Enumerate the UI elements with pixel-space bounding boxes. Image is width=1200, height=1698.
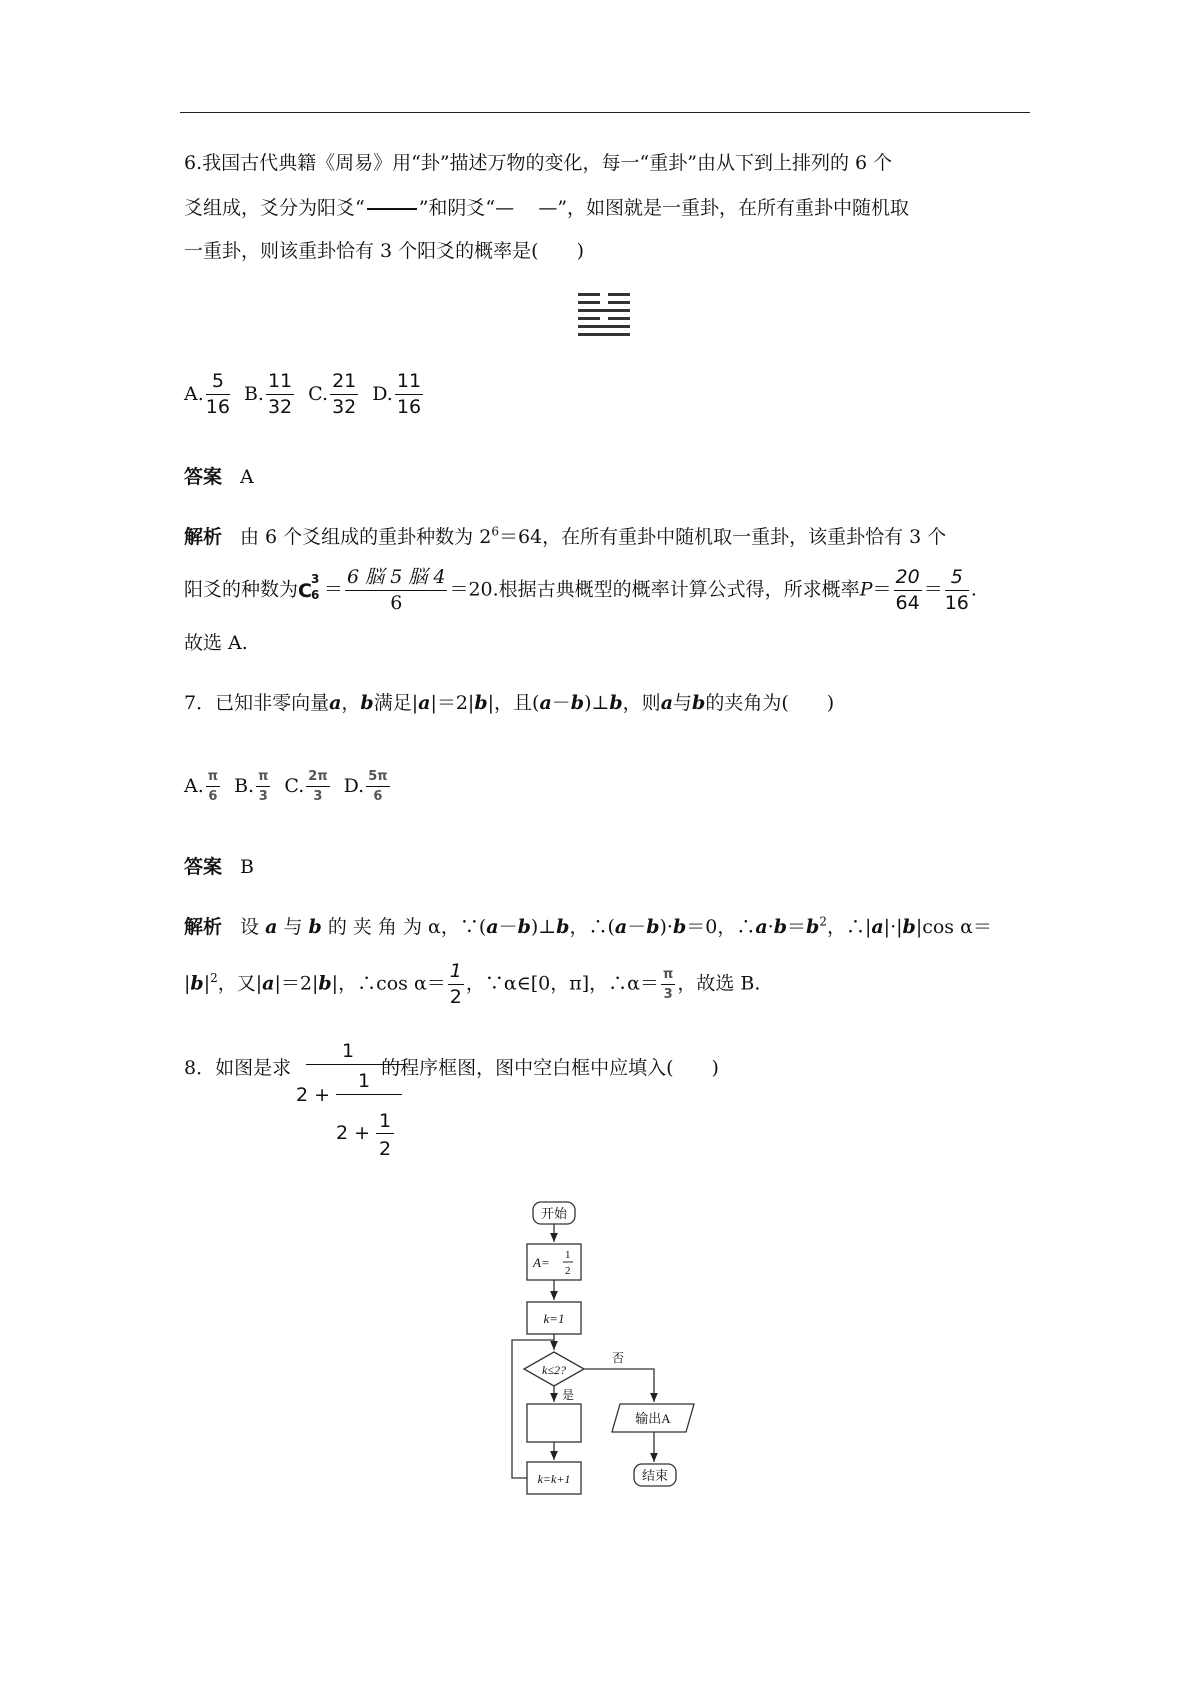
q6-line2b: ”和阴爻“—	[418, 197, 515, 219]
analysis-text: ，∴(	[569, 916, 615, 938]
analysis-text: 阳爻的种数为	[184, 578, 299, 601]
no-branch-line	[584, 1369, 654, 1402]
numerator: 1	[448, 962, 464, 985]
denominator: 2	[449, 986, 462, 1008]
denominator: 32	[332, 396, 357, 418]
analysis-text: 设	[240, 916, 260, 938]
k-inc-label: k=k+1	[537, 1472, 571, 1486]
vector-a: a	[418, 692, 431, 714]
exponent: 2	[210, 971, 218, 986]
numerator: 5π	[366, 770, 389, 787]
answer-value: A	[240, 466, 254, 488]
cf-term: 2 +	[296, 1084, 331, 1106]
numerator: π	[661, 968, 675, 985]
vector-b: b	[609, 692, 623, 714]
numerator: π	[256, 770, 270, 787]
denominator: 6	[373, 789, 383, 804]
comb-c: C	[298, 579, 312, 602]
denominator: 16	[205, 396, 230, 418]
vector-b: b	[190, 972, 204, 995]
cf-denominator: 2	[379, 1138, 392, 1160]
denominator: 6	[208, 789, 218, 804]
answer-value: B	[240, 856, 254, 878]
assign-num: 1	[565, 1249, 571, 1261]
q6-line2a: 爻组成，爻分为阳爻“	[184, 197, 365, 219]
no-label: 否	[612, 1351, 625, 1365]
analysis-text: |，∴cos α＝	[331, 972, 446, 995]
q6-analysis-line3: 故选 A.	[184, 632, 248, 654]
q7-text: ，	[341, 692, 361, 714]
option-label: D.	[372, 383, 393, 405]
q6-line1: 6.我国古代典籍《周易》用“卦”描述万物的变化，每一“重卦”由从下到上排列的 6 个	[184, 152, 893, 174]
start-label: 开始	[540, 1206, 568, 1221]
analysis-text: |＝2|	[274, 972, 319, 995]
q6-line2c: —”，如图就是一重卦，在所有重卦中随机取	[538, 197, 910, 219]
vector-a: a	[871, 916, 884, 938]
equals: ＝	[872, 578, 892, 601]
q8-text: 的程序框图，图中空白框中应填入( )	[381, 1057, 719, 1079]
option-label: A.	[184, 383, 204, 405]
denominator: 16	[396, 396, 422, 418]
option-label: C.	[284, 775, 305, 797]
minus: －	[551, 692, 571, 714]
vector-b: b	[672, 916, 687, 938]
option-label: D.	[343, 775, 365, 797]
numerator: 21	[330, 372, 358, 395]
analysis-text: ，∵α∈[0，π]，∴α＝	[465, 972, 660, 995]
analysis-text: |cos α＝	[915, 916, 992, 938]
vector-b: b	[308, 916, 322, 938]
vector-b: b	[806, 916, 820, 938]
cf-numerator: 1	[379, 1110, 392, 1132]
numerator: 20	[894, 568, 922, 591]
assign-den: 2	[565, 1265, 571, 1277]
exponent: 2	[819, 914, 827, 929]
denominator: 64	[895, 592, 920, 614]
vector-b: b	[646, 916, 660, 938]
period: .	[970, 578, 977, 601]
analysis-text: )⊥	[530, 916, 557, 938]
answer-label: 答案	[184, 856, 223, 878]
analysis-text: |	[184, 972, 191, 995]
analysis-text: ，故选 B.	[677, 972, 761, 995]
vector-a: a	[262, 972, 275, 995]
vector-a: a	[660, 692, 673, 714]
denominator: 6	[390, 592, 403, 614]
vector-b: b	[570, 692, 585, 714]
numerator: π	[206, 770, 220, 787]
analysis-text: ＝0，∴	[686, 916, 756, 938]
q7-text: )⊥	[584, 692, 610, 714]
q7-text: 7．已知非零向量	[184, 692, 330, 714]
q7-text: |＝2|	[430, 692, 475, 714]
cf-numerator: 1	[342, 1040, 355, 1062]
analysis-text: ＝20.根据古典概型的概率计算公式得，所求概率	[449, 578, 860, 601]
analysis-text: |	[203, 972, 211, 995]
denominator: 32	[267, 396, 293, 418]
analysis-label: 解析	[184, 916, 223, 938]
q7-text: 的夹角为( )	[705, 692, 835, 714]
vector-b: b	[556, 916, 570, 938]
vector-a: a	[486, 916, 499, 938]
option-label: A.	[184, 775, 204, 797]
variable-p: P	[859, 578, 873, 601]
analysis-text: |·|	[883, 916, 903, 938]
analysis-text: 与	[283, 916, 303, 938]
option-label: C.	[308, 383, 329, 405]
answer-label: 答案	[184, 466, 223, 488]
analysis-text: ·	[767, 916, 774, 938]
denominator: 3	[258, 789, 268, 804]
q7-text: ，则	[622, 692, 661, 714]
vector-b: b	[692, 692, 706, 714]
numerator: 5	[945, 568, 969, 591]
analysis-text: 的 夹 角 为 α，∵(	[327, 916, 487, 938]
vector-b: b	[318, 972, 332, 995]
numerator: 11	[266, 372, 294, 395]
q6-line3: 一重卦，则该重卦恰有 3 个阳爻的概率是( )	[184, 240, 584, 262]
option-label: B.	[243, 383, 264, 405]
exponent: 6	[491, 524, 499, 539]
comb-sup: 3	[311, 571, 320, 586]
vector-a: a	[329, 692, 342, 714]
analysis-text: 由 6 个爻组成的重卦种数为 2	[240, 526, 492, 548]
analysis-text: )·	[659, 916, 673, 938]
minus: －	[498, 916, 518, 938]
vector-a: a	[539, 692, 552, 714]
denominator: 3	[663, 987, 673, 1002]
equals: ＝	[923, 578, 943, 601]
denominator: 3	[313, 789, 323, 804]
denominator: 16	[944, 592, 969, 614]
analysis-text: ＝64，在所有重卦中随机取一重卦，该重卦恰有 3 个	[498, 526, 947, 548]
analysis-label: 解析	[184, 526, 223, 548]
loop-back-line	[512, 1340, 554, 1478]
cf-term: 2 +	[336, 1122, 371, 1144]
blank-box	[527, 1404, 581, 1442]
condition-label: k≤2?	[542, 1363, 566, 1377]
vector-a: a	[265, 916, 278, 938]
vector-b: b	[773, 916, 787, 938]
numerator: 6 脳 5 脳 4	[345, 568, 447, 591]
cf-numerator: 1	[358, 1070, 371, 1092]
end-label: 结束	[641, 1468, 669, 1483]
analysis-text: ＝	[787, 916, 807, 938]
vector-b: b	[474, 692, 488, 714]
q7-text: 与	[673, 692, 693, 714]
comb-sub: 6	[311, 587, 320, 602]
assign-label: A=	[533, 1255, 550, 1270]
vector-b: b	[360, 692, 374, 714]
q7-text: 满足|	[373, 692, 419, 714]
q8-text: 8．如图是求	[184, 1057, 292, 1079]
numerator: 2π	[306, 770, 329, 787]
numerator: 5	[206, 372, 230, 395]
vector-b: b	[517, 916, 531, 938]
vector-a: a	[755, 916, 768, 938]
output-label: 输出A	[635, 1411, 671, 1426]
vector-b: b	[902, 916, 916, 938]
vector-a: a	[614, 916, 628, 938]
yes-label: 是	[562, 1388, 575, 1402]
option-label: B.	[234, 775, 255, 797]
analysis-text: ，∴|	[826, 916, 872, 938]
equals: ＝	[324, 578, 344, 601]
minus: －	[627, 916, 647, 938]
k-init-label: k=1	[543, 1311, 565, 1326]
q7-text: |，且(	[487, 692, 540, 714]
numerator: 11	[395, 372, 423, 395]
analysis-text: ，又|	[217, 972, 263, 995]
